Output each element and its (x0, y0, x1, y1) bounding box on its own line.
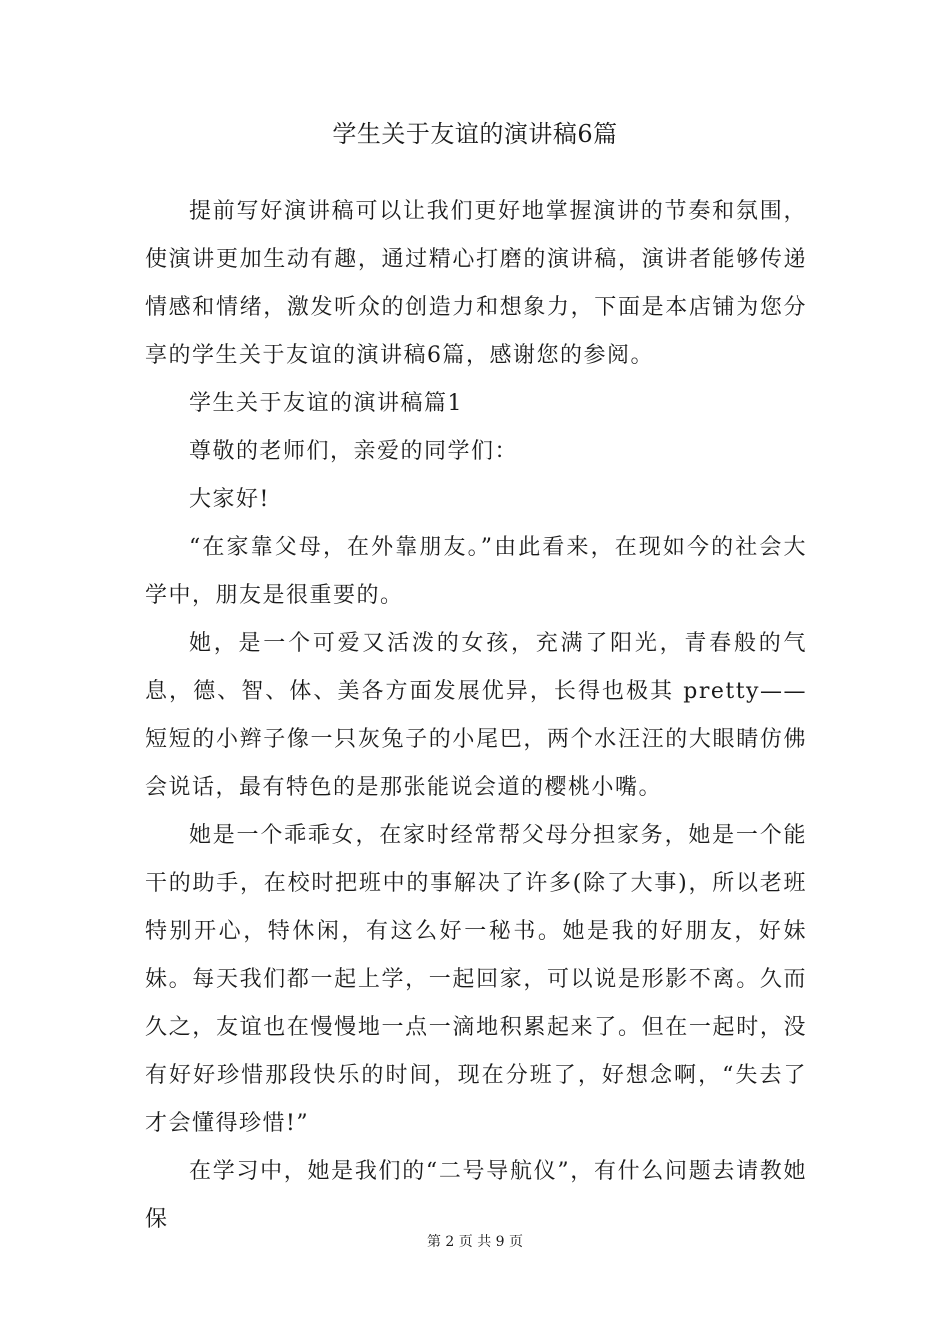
page-number-footer: 第 2 页 共 9 页 (426, 1234, 524, 1250)
paragraph-greeting: 大家好! (189, 487, 270, 512)
paragraph: 她是一个乖乖女，在家时经常帮父母分担家务，她是一个能干的助手，在校时把班中的事解决了许多(除了大事)，所以老班特别开心，特休闲，有这么好一秘书。她是我的好朋友，好妹妹。每天我们都一起上学，一起回家，可以说是形影不离。久而久之，友谊也在慢慢地一点一滴地积累起来了。但在一起时，没有好好珍惜那段快乐的时间，现在分班了，好想念啊，“失去了才会懂得珍惜!” (145, 823, 807, 1136)
section-heading: 学生关于友谊的演讲稿篇1 (189, 391, 463, 416)
paragraph: 她，是一个可爱又活泼的女孩，充满了阳光，青春般的气息，德、智、体、美各方面发展优异，长得也极其 pretty——短短的小辫子像一只灰兔子的小尾巴，两个水汪汪的大眼睛仿佛会说话，最有特色的是那张能说会道的樱桃小嘴。 (145, 631, 807, 800)
document-title: 学生关于友谊的演讲稿6篇 (332, 120, 618, 148)
paragraph-intro: 提前写好演讲稿可以让我们更好地掌握演讲的节奏和氛围，使演讲更加生动有趣，通过精心打磨的演讲稿，演讲者能够传递情感和情绪，激发听众的创造力和想象力，下面是本店铺为您分享的学生关于友谊的演讲稿6篇，感谢您的参阅。 (145, 199, 807, 368)
paragraph: 在学习中，她是我们的“二号导航仪”，有什么问题去请教她保 (145, 1159, 807, 1232)
paragraph-salutation: 尊敬的老师们，亲爱的同学们： (189, 439, 519, 464)
document-body (145, 188, 807, 1244)
paragraph: “在家靠父母，在外靠朋友。”由此看来，在现如今的社会大学中，朋友是很重要的。 (145, 535, 807, 608)
